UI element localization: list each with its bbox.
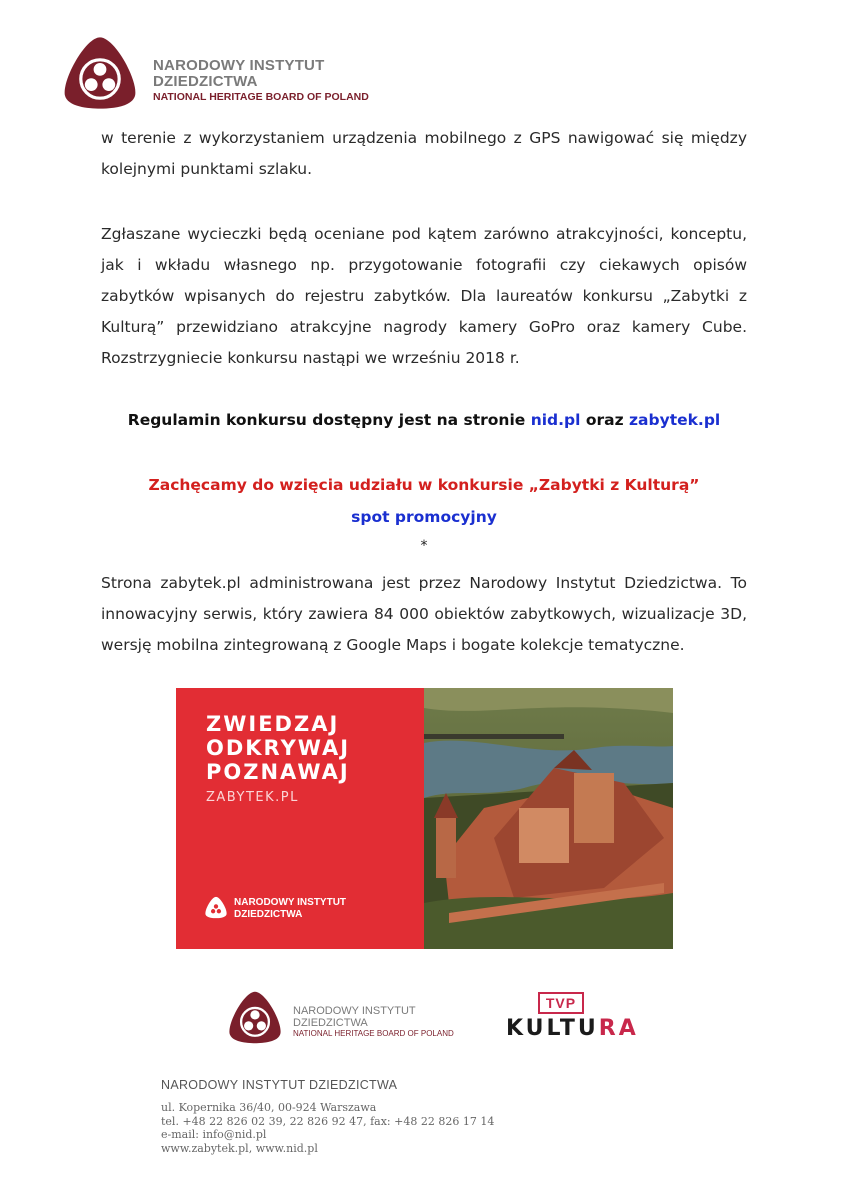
footer-org-name xyxy=(293,1006,454,1038)
slogan-line3: POZNAWAJ xyxy=(206,760,350,784)
regulations-line xyxy=(0,411,848,429)
address-web: www.zabytek.pl, www.nid.pl xyxy=(161,1141,318,1155)
kultura-tail: RA xyxy=(598,1016,639,1041)
slogan-line1: ZWIEDZAJ xyxy=(206,712,340,736)
footer-nid-logo-icon xyxy=(226,990,284,1045)
header-org-line2: DZIEDZICTWA xyxy=(153,72,258,90)
promo-banner xyxy=(176,688,673,949)
regulations-mid: oraz xyxy=(580,411,630,429)
invite-heading: Zachęcamy do wzięcia udziału w konkursie „Zabytki z Kulturą” xyxy=(148,476,700,494)
tvp-kultura-logo xyxy=(506,1016,639,1041)
banner-logo-line1: NARODOWY INSTYTUT xyxy=(234,897,347,908)
banner-logo-text xyxy=(234,897,346,921)
footer-org-line2: DZIEDZICTWA xyxy=(293,1016,368,1029)
banner-site: ZABYTEK.PL xyxy=(206,790,299,805)
kultura-main: KULTU xyxy=(506,1016,599,1041)
nid-logo-icon xyxy=(60,35,140,111)
tvp-logo-box: TVP xyxy=(538,992,584,1014)
separator: * xyxy=(420,538,428,554)
castle-photo xyxy=(424,688,673,949)
link-zabytek[interactable]: zabytek.pl xyxy=(629,411,721,429)
footer-org-line3: NATIONAL HERITAGE BOARD OF POLAND xyxy=(293,1029,454,1039)
address-street: ul. Kopernika 36/40, 00-924 Warszawa xyxy=(161,1101,377,1114)
footer-org-line1: NARODOWY INSTYTUT xyxy=(293,1005,416,1017)
address-email: e-mail: info@nid.pl xyxy=(161,1128,267,1141)
banner-red-panel xyxy=(176,688,424,949)
spot-link[interactable]: spot promocyjny xyxy=(351,508,497,526)
header-org-line1: NARODOWY INSTYTUT xyxy=(153,57,325,74)
header-org-line3: NATIONAL HERITAGE BOARD OF POLAND xyxy=(153,90,369,103)
paragraph-zabytek: Strona zabytek.pl administrowana jest przez Narodowy Instytut Dziedzictwa. To innowacyjny serwis, który zawiera 84 000 obiektów zabytkowych, wizualizacje 3D, wersję mobilna zintegrowaną z Google Maps i bogate kolekcje tematyczne. xyxy=(101,574,747,654)
address-phone: tel. +48 22 826 02 39, 22 826 92 47, fax: +48 22 826 17 14 xyxy=(161,1114,495,1128)
link-nid[interactable]: nid.pl xyxy=(530,411,581,429)
regulations-prefix: Regulamin konkursu dostępny jest na stronie xyxy=(127,411,531,429)
paragraph-gps: w terenie z wykorzystaniem urządzenia mobilnego z GPS nawigować się między kolejnymi punktami szlaku. xyxy=(101,129,747,178)
address-block xyxy=(161,1101,494,1155)
header-org-name xyxy=(153,58,369,103)
banner-nid-logo-icon xyxy=(204,896,228,919)
paragraph-evaluation: Zgłaszane wycieczki będą oceniane pod kątem zarówno atrakcyjności, konceptu, jak i wkładu własnego np. przygotowanie fotografii czy ciekawych opisów zabytków wpisanych do rejestru zabytków. Dla laureatów konkursu „Zabytki z Kulturą” przewidziano atrakcyjne nagrody kamery GoPro oraz kamery Cube. Rozstrzygniecie konkursu nastąpi we wrześniu 2018 r. xyxy=(101,225,747,367)
slogan-line2: ODKRYWAJ xyxy=(206,736,351,760)
address-title: NARODOWY INSTYTUT DZIEDZICTWA xyxy=(161,1078,398,1092)
banner-slogan xyxy=(206,712,350,784)
banner-logo-line2: DZIEDZICTWA xyxy=(234,909,303,920)
